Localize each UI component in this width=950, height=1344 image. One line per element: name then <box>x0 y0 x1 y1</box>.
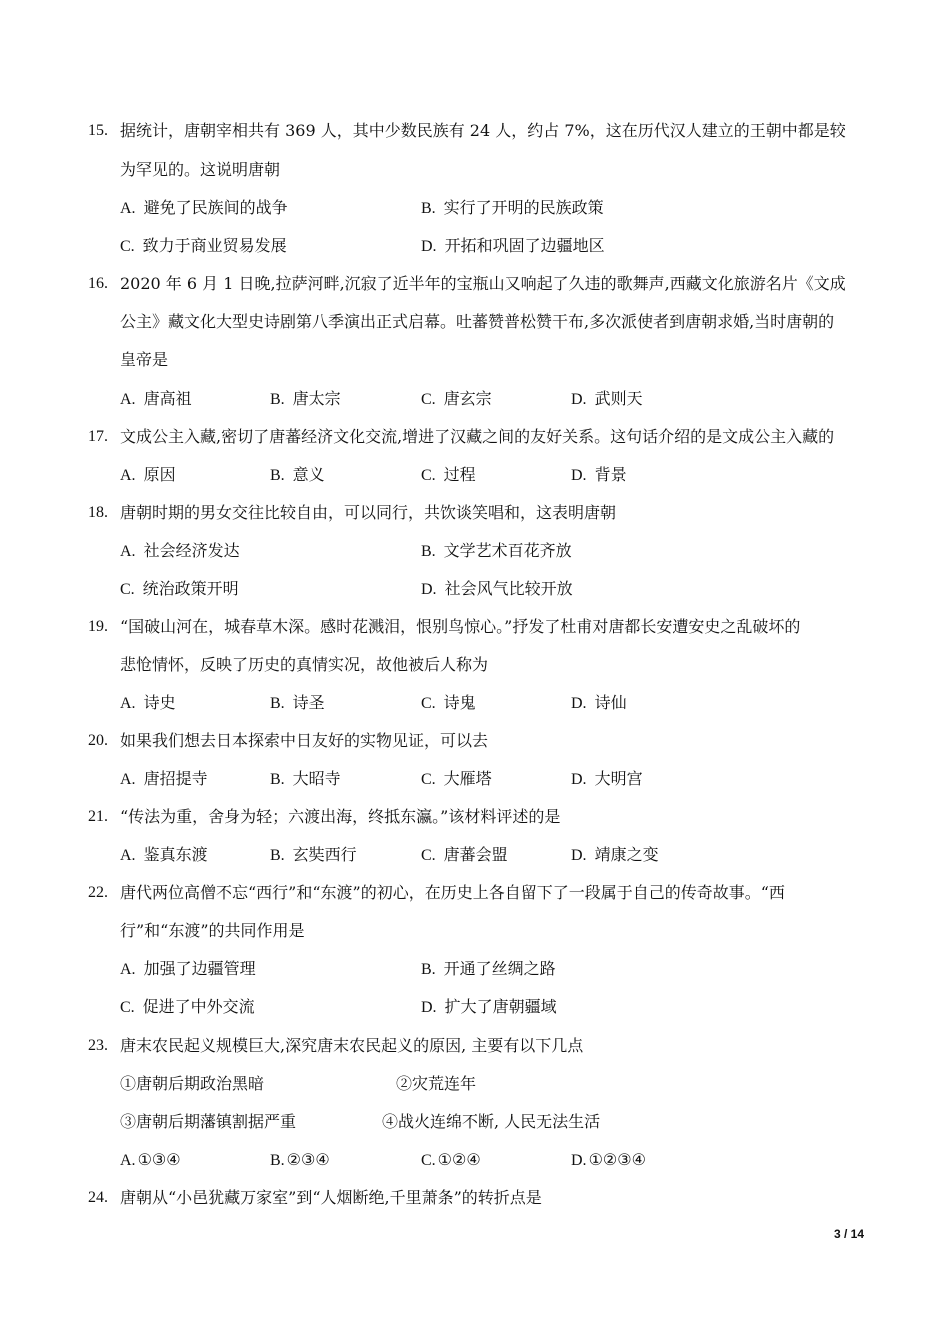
option-d: D. 大明宫 <box>571 769 643 788</box>
option-c: C. 致力于商业贸易发展 <box>120 236 287 255</box>
question-text: 2020 年 6 月 1 日晚,拉萨河畔,沉寂了近半年的宝瓶山又响起了久违的歌舞声,西藏文化旅游名片《文成 <box>120 274 846 293</box>
question-number: 16. <box>88 275 108 292</box>
option-c: C. 统治政策开明 <box>120 579 239 598</box>
option-b: B. 大昭寺 <box>270 769 341 788</box>
question-text: 悲怆情怀，反映了历史的真情实况，故他被后人称为 <box>120 655 489 674</box>
option-a: A. 诗史 <box>120 693 176 712</box>
option-b: B. ②③④ <box>270 1150 330 1169</box>
question-text: 唐末农民起义规模巨大,深究唐末农民起义的原因, 主要有以下几点 <box>120 1036 584 1055</box>
question-text: 为罕见的。这说明唐朝 <box>120 160 281 179</box>
question-text: “传法为重，舍身为轻；六渡出海，终抵东瀛。”该材料评述的是 <box>120 807 561 826</box>
option-c: C. 大雁塔 <box>421 769 492 788</box>
option-d: D. 靖康之变 <box>571 845 659 864</box>
question-text: 皇帝是 <box>120 350 169 369</box>
question-number: 20. <box>88 732 108 749</box>
option-d: D. 开拓和巩固了边疆地区 <box>421 236 605 255</box>
statement-item: ④战火连绵不断, 人民无法生活 <box>382 1112 601 1131</box>
question-number: 18. <box>88 504 108 521</box>
option-b: B. 开通了丝绸之路 <box>421 959 556 978</box>
question-number: 19. <box>88 618 108 635</box>
option-a: A. ①③④ <box>120 1150 181 1169</box>
option-d: D. 扩大了唐朝疆域 <box>421 997 557 1016</box>
option-a: A. 加强了边疆管理 <box>120 959 256 978</box>
option-b: B. 实行了开明的民族政策 <box>421 198 604 217</box>
option-a: A. 原因 <box>120 465 176 484</box>
question-text: 文成公主入藏,密切了唐蕃经济文化交流,增进了汉藏之间的友好关系。这句话介绍的是文成公主入藏的 <box>120 427 835 446</box>
option-c: C. 唐玄宗 <box>421 389 492 408</box>
option-b: B. 文学艺术百花齐放 <box>421 541 572 560</box>
question-number: 15. <box>88 122 108 139</box>
option-d: D. 社会风气比较开放 <box>421 579 573 598</box>
option-b: B. 唐太宗 <box>270 389 341 408</box>
option-a: A. 避免了民族间的战争 <box>120 198 288 217</box>
option-d: D. 诗仙 <box>571 693 627 712</box>
question-text: 唐朝从“小邑犹藏万家室”到“人烟断绝,千里萧条”的转折点是 <box>120 1188 542 1207</box>
option-c: C. 唐蕃会盟 <box>421 845 508 864</box>
option-b: B. 诗圣 <box>270 693 325 712</box>
option-d: D. 背景 <box>571 465 627 484</box>
option-c: C. 促进了中外交流 <box>120 997 255 1016</box>
option-c: C. ①②④ <box>421 1150 481 1169</box>
question-text: 据统计，唐朝宰相共有 369 人，其中少数民族有 24 人，约占 7%，这在历代汉人建立的王朝中都是较 <box>120 121 846 140</box>
statement-item: ②灾荒连年 <box>396 1074 477 1093</box>
option-d: D. 武则天 <box>571 389 643 408</box>
question-number: 21. <box>88 808 108 825</box>
question-number: 24. <box>88 1189 108 1206</box>
option-a: A. 鉴真东渡 <box>120 845 208 864</box>
question-text: 行”和“东渡”的共同作用是 <box>120 921 305 940</box>
statement-item: ①唐朝后期政治黑暗 <box>120 1074 265 1093</box>
option-c: C. 诗鬼 <box>421 693 476 712</box>
question-text: “国破山河在，城春草木深。感时花溅泪，恨别鸟惊心。”抒发了杜甫对唐都长安遭安史之乱破坏的 <box>120 617 801 636</box>
question-number: 17. <box>88 428 108 445</box>
option-a: A. 唐招提寺 <box>120 769 208 788</box>
option-a: A. 社会经济发达 <box>120 541 240 560</box>
question-number: 23. <box>88 1037 108 1054</box>
page-number: 3 / 14 <box>833 1227 864 1241</box>
question-number: 22. <box>88 884 108 901</box>
question-text: 唐朝时期的男女交往比较自由，可以同行，共饮谈笑唱和，这表明唐朝 <box>120 503 617 522</box>
question-text: 如果我们想去日本探索中日友好的实物见证，可以去 <box>120 731 489 750</box>
option-a: A. 唐高祖 <box>120 389 192 408</box>
question-text: 唐代两位高僧不忘“西行”和“东渡”的初心，在历史上各自留下了一段属于自己的传奇故事。“西 <box>120 883 785 902</box>
question-text: 公主》藏文化大型史诗剧第八季演出正式启幕。吐蕃赞普松赞干布,多次派使者到唐朝求婚,当时唐朝的 <box>120 312 835 331</box>
option-b: B. 意义 <box>270 465 325 484</box>
option-c: C. 过程 <box>421 465 476 484</box>
option-b: B. 玄奘西行 <box>270 845 357 864</box>
statement-item: ③唐朝后期藩镇割据严重 <box>120 1112 297 1131</box>
option-d: D. ①②③④ <box>571 1150 646 1169</box>
